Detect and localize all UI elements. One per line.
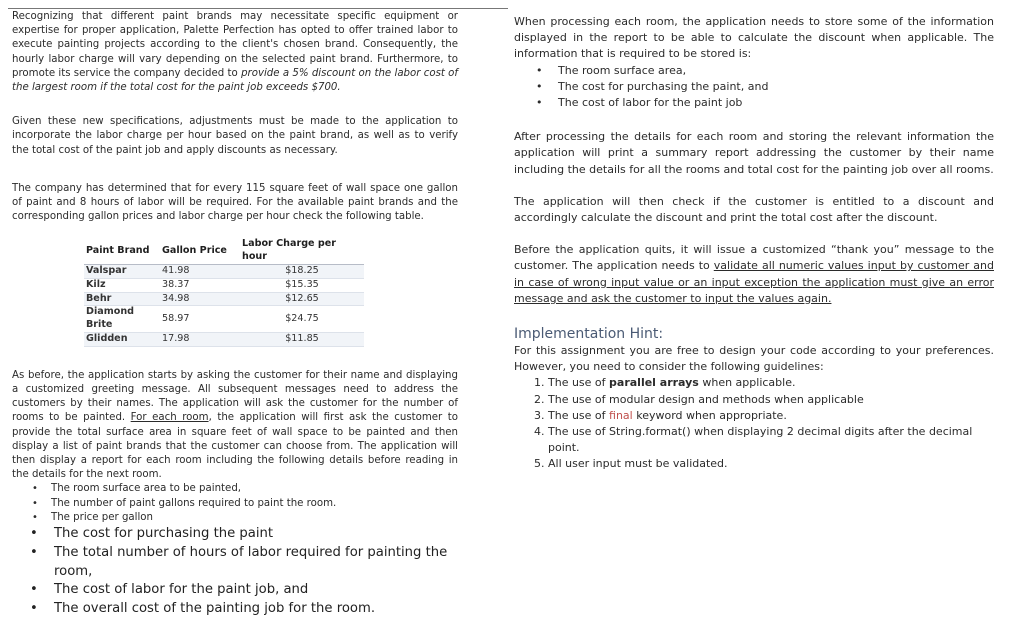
bullet-icon: • bbox=[536, 96, 543, 110]
table-row bbox=[84, 292, 364, 306]
list-item: • The overall cost of the painting job for the room. bbox=[30, 600, 458, 618]
list-item: 5. All user input must be validated. bbox=[534, 457, 728, 471]
table-row bbox=[84, 306, 364, 333]
gallon-price-cell: 38.37 bbox=[160, 278, 240, 292]
validation-requirement: validate all numeric values input by customer and in case of wrong input value or an input exception the application must give an error message and ask the customer to input the values again. bbox=[514, 259, 994, 305]
list-item: • The room surface area, bbox=[536, 63, 994, 79]
right-column bbox=[514, 14, 994, 473]
hint-intro: For this assignment you are free to design your code according to your preferences. However, you need to consider the following guidelines: bbox=[514, 344, 994, 374]
for-each-room-underline: For each room bbox=[130, 412, 209, 424]
list-item: • The cost of labor for the paint job bbox=[536, 95, 994, 111]
list-item: • The cost for purchasing the paint, and bbox=[536, 79, 994, 95]
table-row bbox=[84, 278, 364, 292]
labor-charge-cell: $12.65 bbox=[240, 292, 364, 306]
table-row bbox=[84, 265, 364, 279]
header-gallon-price: Gallon Price bbox=[160, 238, 240, 264]
discount-paragraph: The application will then check if the customer is entitled to a discount and accordingly calculate the discount and print the total cost after the discount. bbox=[514, 194, 994, 225]
bullet-icon: • bbox=[32, 512, 38, 524]
summary-paragraph: After processing the details for each room and storing the relevant information the application will print a summary report addressing the customer by their name including the details for all the rooms and total cost for the painting job over all rooms. bbox=[514, 130, 994, 176]
list-item: • The total number of hours of labor required for painting the room, bbox=[30, 544, 448, 579]
room-report-list bbox=[12, 482, 458, 525]
bullet-icon: • bbox=[536, 63, 543, 77]
intro-paragraph: Recognizing that different paint brands may necessitate specific equipment or expertise for proper application, Palette Perfection has opted to offer trained labor to execute painting projects according to the client's chosen brand. Consequently, the hourly labor charge will vary depending on the selected paint brand. Furthermore, to promote its service the company decided to provide a 5% discount on the labor cost of the largest room if the total cost for the paint job exceeds $700. bbox=[12, 11, 458, 94]
storage-paragraph: When processing each room, the application needs to store some of the information displayed in the report to be able to calculate the discount when applicable. The information that is required to be stored is: bbox=[514, 15, 994, 61]
gallon-price-cell: 17.98 bbox=[160, 333, 240, 347]
bullet-icon: • bbox=[32, 483, 38, 495]
bullet-icon: • bbox=[536, 79, 543, 93]
labor-charge-cell: $11.85 bbox=[240, 333, 364, 347]
discount-emphasis: provide a 5% discount on the labor cost of the largest room if the total cost for the paint job exceeds $700. bbox=[12, 67, 458, 94]
list-item: 4. The use of String.format() when displaying 2 decimal digits after the decimal point. bbox=[534, 425, 973, 455]
bullet-icon: • bbox=[30, 544, 38, 560]
bullet-icon: • bbox=[32, 497, 38, 509]
bullet-icon: • bbox=[30, 526, 38, 542]
labor-charge-cell: $15.35 bbox=[240, 278, 364, 292]
thank-you-paragraph: Before the application quits, it will issue a customized “thank you” message to the customer. The application needs to validate all numeric values input by customer and in case of wrong input value or an input exception the application must give an error message and ask the customer to input the values again. bbox=[514, 243, 994, 305]
table-header-row bbox=[84, 238, 364, 264]
list-item: 3. The use of final keyword when appropriate. bbox=[534, 408, 787, 422]
list-item: 1. The use of parallel arrays when applicable. bbox=[534, 376, 796, 390]
brand-cell: Valspar bbox=[84, 265, 160, 279]
list-item: • The number of paint gallons required to paint the room. bbox=[32, 497, 458, 511]
labor-charge-cell: $24.75 bbox=[240, 306, 364, 333]
bullet-icon: • bbox=[30, 600, 38, 616]
gallon-price-cell: 34.98 bbox=[160, 292, 240, 306]
final-keyword: final bbox=[609, 408, 633, 422]
implementation-hint-heading: Implementation Hint: bbox=[514, 326, 664, 343]
list-item: • The room surface area to be painted, bbox=[32, 482, 458, 496]
list-item: 2. The use of modular design and methods when applicable bbox=[534, 392, 864, 406]
brand-cell: Diamond Brite bbox=[84, 306, 160, 333]
room-cost-list bbox=[12, 525, 458, 618]
brand-cell: Glidden bbox=[84, 333, 160, 347]
header-labor-charge: Labor Charge per hour bbox=[240, 238, 364, 264]
gallon-price-cell: 58.97 bbox=[160, 306, 240, 333]
left-column bbox=[12, 6, 458, 618]
paint-brand-table bbox=[84, 238, 364, 346]
gallon-price-cell: 41.98 bbox=[160, 265, 240, 279]
bullet-icon: • bbox=[30, 582, 38, 598]
brand-cell: Behr bbox=[84, 292, 160, 306]
guidelines-list bbox=[514, 375, 994, 472]
table-row bbox=[84, 333, 364, 347]
adjust-paragraph: Given these new specifications, adjustments must be made to the application to incorporate the labor charge per hour based on the paint brand, as well as to verify the total cost of the paint job and apply discounts as necessary. bbox=[12, 116, 458, 156]
labor-charge-cell: $18.25 bbox=[240, 265, 364, 279]
list-item: • The cost for purchasing the paint bbox=[30, 525, 458, 544]
list-item: • The price per gallon bbox=[32, 511, 458, 525]
before-paragraph: As before, the application starts by asking the customer for their name and displaying a customized greeting message. All subsequent messages need to address the customers by their names. The application will ask the customer for the number of rooms to be painted. For each room, the application will first ask the customer to provide the total surface area in square feet of wall space to be painted and then display a list of paint brands that the customer can choose from. The application will then display a report for each room including the following details before reading in the details for the next room. bbox=[12, 369, 458, 481]
stored-info-list bbox=[514, 63, 994, 112]
company-paragraph: The company has determined that for every 115 square feet of wall space one gallon of paint and 8 hours of labor will be required. For the available paint brands and the corresponding gallon prices and labor charge per hour check the following table. bbox=[12, 182, 458, 223]
brand-cell: Kilz bbox=[84, 278, 160, 292]
list-item: • The cost of labor for the paint job, and bbox=[30, 581, 458, 600]
header-paint-brand: Paint Brand bbox=[84, 238, 160, 264]
